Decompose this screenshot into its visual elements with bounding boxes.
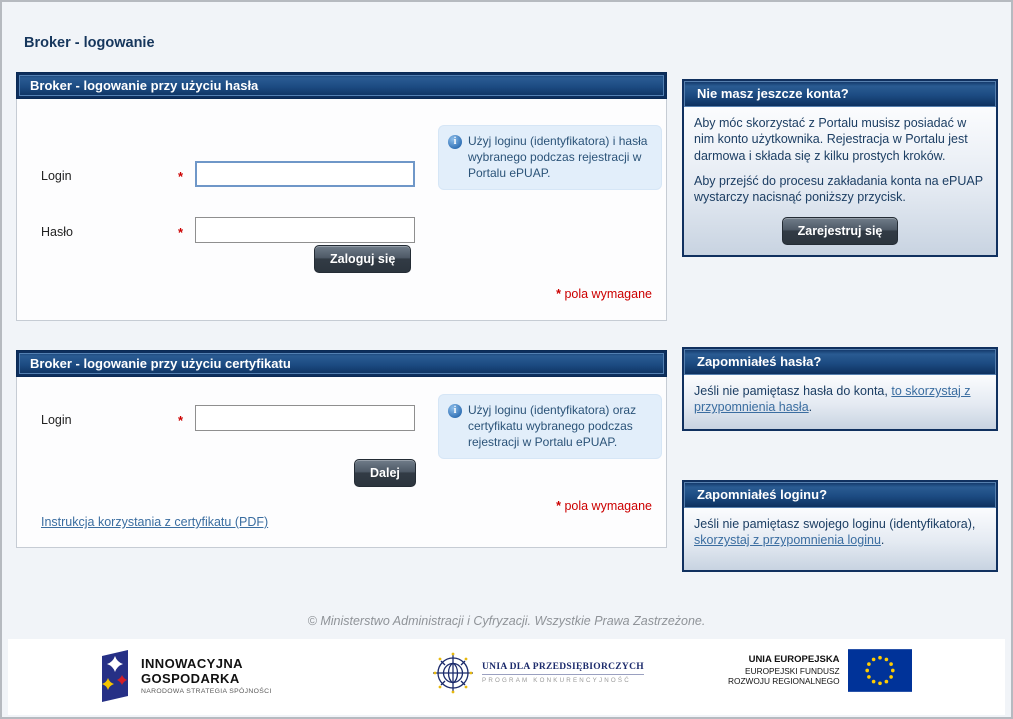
login-input[interactable] bbox=[195, 161, 415, 187]
forgot-password-text-end: . bbox=[808, 400, 813, 415]
compass-logo-icon bbox=[430, 649, 476, 697]
cert-login-label: Login bbox=[41, 413, 72, 427]
ue-line3: ROZWOJU REGIONALNEGO bbox=[728, 676, 840, 687]
info-icon: i bbox=[448, 404, 462, 418]
certificate-info-callout bbox=[438, 394, 662, 459]
required-fields-note: * pola wymagane bbox=[556, 287, 652, 301]
udp-divider bbox=[482, 674, 644, 675]
password-login-panel bbox=[16, 72, 667, 321]
ig-line2: GOSPODARKA bbox=[141, 670, 240, 686]
password-label: Hasło bbox=[41, 225, 73, 239]
register-paragraph-1: Aby móc skorzystać z Portalu musisz posiadać w nim konto użytkownika. Rejestracja w Portalu jest darmowa i składa się z kilku prostych kroków. bbox=[694, 116, 968, 163]
forgot-login-header: Zapomniałeś loginu? bbox=[684, 482, 996, 508]
certificate-instruction-link[interactable]: Instrukcja korzystania z certyfikatu (PDF) bbox=[41, 515, 269, 529]
certificate-info-text: Użyj loginu (identyfikatora) oraz certyfikatu wybranego podczas rejestracji w Portalu ePUAP. bbox=[468, 403, 637, 449]
zarejestruj-sie-button[interactable]: Zarejestruj się bbox=[782, 217, 899, 245]
ig-logo-text bbox=[141, 657, 272, 695]
forgot-password-box bbox=[682, 347, 998, 431]
forgot-login-text-end: . bbox=[880, 533, 885, 548]
logo-strip bbox=[8, 639, 1005, 715]
innowacyjna-gospodarka-logo bbox=[96, 649, 272, 703]
register-paragraph-2: Aby przejść do procesu zakładania konta na ePUAP wystarczy nacisnąć poniższy przycisk. bbox=[694, 173, 983, 204]
udp-logo-text bbox=[482, 662, 644, 684]
forgot-login-box bbox=[682, 480, 998, 572]
forgot-login-text: Jeśli nie pamiętasz swojego loginu (identyfikatora), bbox=[694, 517, 976, 531]
udp-line1: UNIA DLA PRZEDSIĘBIORCZYCH bbox=[482, 662, 644, 672]
password-panel-body bbox=[16, 99, 667, 321]
required-asterisk: * bbox=[556, 499, 561, 513]
register-box-header: Nie masz jeszcze konta? bbox=[684, 81, 996, 107]
ig-flag-icon bbox=[96, 649, 134, 703]
unia-europejska-logo bbox=[728, 649, 912, 692]
required-asterisk: * bbox=[556, 287, 561, 301]
ue-logo-text bbox=[728, 654, 840, 687]
cert-login-required-asterisk: * bbox=[178, 413, 184, 428]
password-info-callout bbox=[438, 125, 662, 190]
forgot-login-body bbox=[684, 508, 996, 570]
password-reminder-link[interactable]: to skorzystaj z przypomnienia hasła bbox=[694, 384, 971, 415]
forgot-password-header: Zapomniałeś hasła? bbox=[684, 349, 996, 375]
register-box-body bbox=[684, 107, 996, 255]
password-required-asterisk: * bbox=[178, 225, 184, 240]
register-box bbox=[682, 79, 998, 257]
password-panel-header: Broker - logowanie przy użyciu hasła bbox=[16, 72, 667, 99]
ig-line1: INNOWACYJNA bbox=[141, 655, 243, 671]
certificate-login-panel bbox=[16, 350, 667, 548]
eu-flag-icon bbox=[848, 649, 912, 692]
required-fields-note: * pola wymagane bbox=[556, 499, 652, 513]
cert-login-input[interactable] bbox=[195, 405, 415, 431]
dalej-button[interactable]: Dalej bbox=[354, 459, 416, 487]
forgot-password-body bbox=[684, 375, 996, 429]
login-reminder-link[interactable]: skorzystaj z przypomnienia loginu bbox=[694, 533, 881, 548]
unia-dla-przedsiebiorczych-logo bbox=[430, 649, 644, 697]
copyright-text: © Ministerstwo Administracji i Cyfryzacji. Wszystkie Prawa Zastrzeżone. bbox=[307, 614, 706, 628]
password-input[interactable] bbox=[195, 217, 415, 243]
ue-line2: EUROPEJSKI FUNDUSZ bbox=[745, 666, 840, 677]
udp-line2: PROGRAM KONKURENCYJNOŚĆ bbox=[482, 677, 631, 684]
forgot-password-text: Jeśli nie pamiętasz hasła do konta, bbox=[694, 384, 892, 398]
zaloguj-sie-button[interactable]: Zaloguj się bbox=[314, 245, 411, 273]
certificate-panel-body bbox=[16, 377, 667, 548]
info-icon: i bbox=[448, 135, 462, 149]
certificate-panel-header: Broker - logowanie przy użyciu certyfikatu bbox=[16, 350, 667, 377]
password-info-text: Użyj loginu (identyfikatora) i hasła wybranego podczas rejestracji w Portalu ePUAP. bbox=[468, 134, 648, 180]
login-required-asterisk: * bbox=[178, 169, 184, 184]
login-label: Login bbox=[41, 169, 72, 183]
page-title: Broker - logowanie bbox=[24, 35, 155, 51]
ue-line1: UNIA EUROPEJSKA bbox=[748, 654, 840, 666]
ig-line3: NARODOWA STRATEGIA SPÓJNOŚCI bbox=[141, 688, 272, 696]
